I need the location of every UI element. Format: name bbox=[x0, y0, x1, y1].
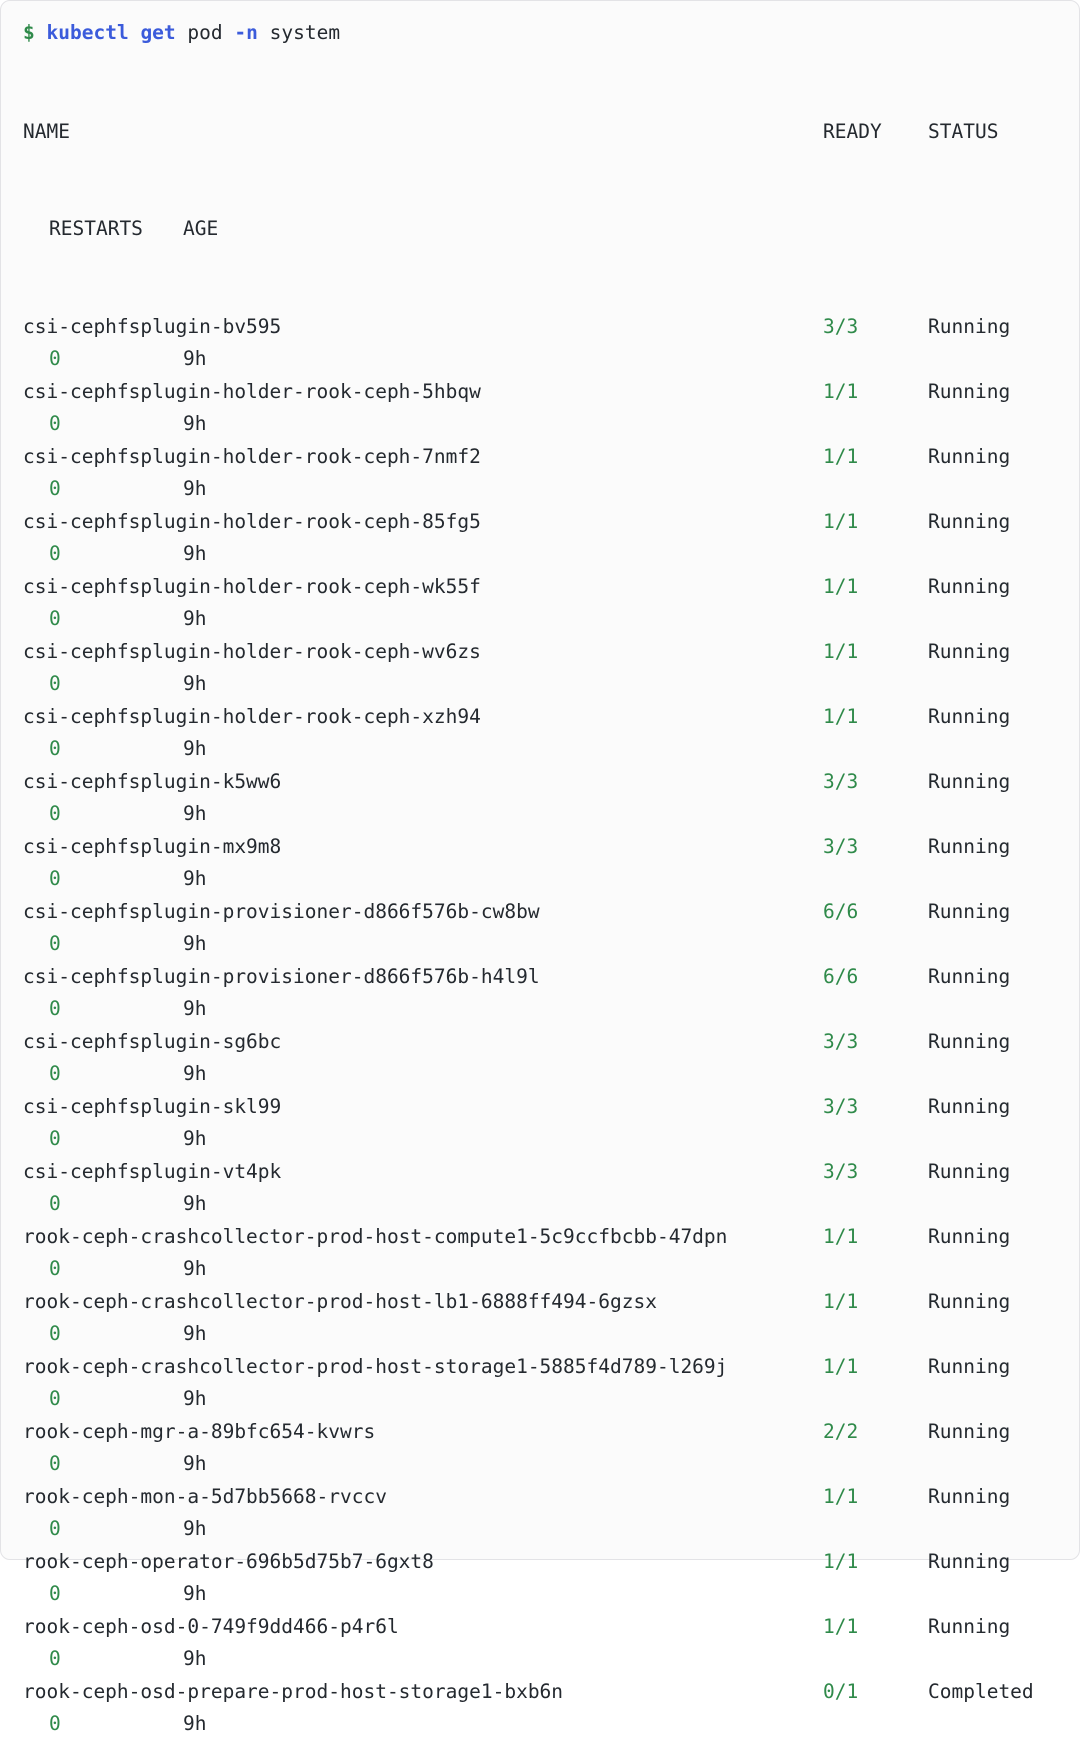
pod-age: 9h bbox=[183, 1517, 207, 1540]
table-row bbox=[23, 1221, 1057, 1286]
pod-ready: 2/2 bbox=[823, 1419, 859, 1443]
pod-ready: 1/1 bbox=[823, 704, 859, 728]
pod-name: csi-cephfsplugin-holder-rook-ceph-85fg5 bbox=[23, 509, 481, 533]
pod-status: Running bbox=[928, 639, 1011, 663]
command-verb: get bbox=[140, 21, 176, 44]
pod-name: rook-ceph-osd-prepare-prod-host-storage1-bxb6n bbox=[23, 1679, 564, 1703]
table-row bbox=[23, 701, 1057, 766]
pod-status: Running bbox=[928, 1224, 1011, 1248]
pod-ready: 3/3 bbox=[823, 834, 859, 858]
header-restarts: RESTARTS bbox=[49, 217, 143, 240]
pod-status: Running bbox=[928, 1289, 1011, 1313]
pod-ready: 1/1 bbox=[823, 379, 859, 403]
table-row bbox=[23, 1546, 1057, 1611]
pod-age: 9h bbox=[183, 1257, 207, 1280]
header-status: STATUS bbox=[928, 119, 999, 143]
pod-status: Running bbox=[928, 574, 1011, 598]
table-row bbox=[23, 1091, 1057, 1156]
pod-age: 9h bbox=[183, 1452, 207, 1475]
header-name: NAME bbox=[23, 119, 70, 143]
pod-restarts: 0 bbox=[49, 1387, 61, 1410]
pod-restarts: 0 bbox=[49, 737, 61, 760]
table-row bbox=[23, 376, 1057, 441]
header-age: AGE bbox=[183, 217, 219, 240]
pod-name: csi-cephfsplugin-sg6bc bbox=[23, 1029, 282, 1053]
pod-status: Running bbox=[928, 964, 1011, 988]
pod-ready: 1/1 bbox=[823, 1224, 859, 1248]
table-row bbox=[23, 571, 1057, 636]
table-row bbox=[23, 766, 1057, 831]
command-resource: pod bbox=[187, 21, 223, 44]
pod-age: 9h bbox=[183, 1582, 207, 1605]
pod-status: Running bbox=[928, 444, 1011, 468]
pod-ready: 1/1 bbox=[823, 1549, 859, 1573]
pod-restarts: 0 bbox=[49, 607, 61, 630]
pod-name: rook-ceph-crashcollector-prod-host-compute1-5c9ccfbcbb-47dpn bbox=[23, 1224, 728, 1248]
pod-list bbox=[23, 311, 1057, 1741]
pod-status: Running bbox=[928, 509, 1011, 533]
pod-name: csi-cephfsplugin-holder-rook-ceph-5hbqw bbox=[23, 379, 481, 403]
pod-restarts: 0 bbox=[49, 1257, 61, 1280]
command-line bbox=[23, 17, 1057, 50]
pod-name: rook-ceph-operator-696b5d75b7-6gxt8 bbox=[23, 1549, 434, 1573]
pod-restarts: 0 bbox=[49, 1062, 61, 1085]
table-row bbox=[23, 1676, 1057, 1741]
pod-name: csi-cephfsplugin-vt4pk bbox=[23, 1159, 282, 1183]
pod-status: Running bbox=[928, 1549, 1011, 1573]
pod-ready: 3/3 bbox=[823, 1094, 859, 1118]
pod-restarts: 0 bbox=[49, 1127, 61, 1150]
pod-ready: 1/1 bbox=[823, 444, 859, 468]
pod-status: Running bbox=[928, 1419, 1011, 1443]
pod-ready: 3/3 bbox=[823, 314, 859, 338]
table-row bbox=[23, 441, 1057, 506]
pod-age: 9h bbox=[183, 607, 207, 630]
pod-status: Running bbox=[928, 1614, 1011, 1638]
pod-status: Running bbox=[928, 1029, 1011, 1053]
pod-age: 9h bbox=[183, 1387, 207, 1410]
prompt-symbol: $ bbox=[23, 21, 35, 44]
pod-age: 9h bbox=[183, 477, 207, 500]
pod-status: Running bbox=[928, 769, 1011, 793]
pod-age: 9h bbox=[183, 737, 207, 760]
pod-status: Running bbox=[928, 1354, 1011, 1378]
pod-name: rook-ceph-crashcollector-prod-host-lb1-6888ff494-6gzsx bbox=[23, 1289, 657, 1313]
pod-age: 9h bbox=[183, 1062, 207, 1085]
pod-restarts: 0 bbox=[49, 1322, 61, 1345]
pod-age: 9h bbox=[183, 672, 207, 695]
command-namespace: system bbox=[269, 21, 341, 44]
pod-ready: 1/1 bbox=[823, 574, 859, 598]
pod-name: csi-cephfsplugin-mx9m8 bbox=[23, 834, 282, 858]
pod-status: Running bbox=[928, 314, 1011, 338]
pod-age: 9h bbox=[183, 867, 207, 890]
pod-status: Running bbox=[928, 379, 1011, 403]
table-row bbox=[23, 1156, 1057, 1221]
table-row bbox=[23, 311, 1057, 376]
pod-ready: 3/3 bbox=[823, 1159, 859, 1183]
pod-ready: 3/3 bbox=[823, 1029, 859, 1053]
pod-restarts: 0 bbox=[49, 1647, 61, 1670]
pod-status: Running bbox=[928, 899, 1011, 923]
pod-age: 9h bbox=[183, 347, 207, 370]
pod-ready: 1/1 bbox=[823, 1354, 859, 1378]
pod-name: csi-cephfsplugin-skl99 bbox=[23, 1094, 282, 1118]
pod-name: rook-ceph-crashcollector-prod-host-storage1-5885f4d789-l269j bbox=[23, 1354, 728, 1378]
command-flag: -n bbox=[234, 21, 258, 44]
pod-ready: 6/6 bbox=[823, 899, 859, 923]
pod-name: csi-cephfsplugin-provisioner-d866f576b-h4l9l bbox=[23, 964, 540, 988]
pod-restarts: 0 bbox=[49, 477, 61, 500]
pod-ready: 1/1 bbox=[823, 1614, 859, 1638]
table-row bbox=[23, 506, 1057, 571]
pod-age: 9h bbox=[183, 1322, 207, 1345]
command-binary: kubectl bbox=[46, 21, 129, 44]
table-row bbox=[23, 1286, 1057, 1351]
pod-ready: 6/6 bbox=[823, 964, 859, 988]
pod-status: Running bbox=[928, 1159, 1011, 1183]
pod-status: Running bbox=[928, 1484, 1011, 1508]
pod-status: Running bbox=[928, 704, 1011, 728]
pod-status: Completed bbox=[928, 1679, 1034, 1703]
pod-name: csi-cephfsplugin-bv595 bbox=[23, 314, 282, 338]
pod-age: 9h bbox=[183, 1192, 207, 1215]
table-row bbox=[23, 1351, 1057, 1416]
pod-status: Running bbox=[928, 834, 1011, 858]
pod-restarts: 0 bbox=[49, 997, 61, 1020]
pod-age: 9h bbox=[183, 932, 207, 955]
table-row bbox=[23, 1026, 1057, 1091]
pod-restarts: 0 bbox=[49, 1517, 61, 1540]
pod-restarts: 0 bbox=[49, 1582, 61, 1605]
pod-age: 9h bbox=[183, 542, 207, 565]
pod-age: 9h bbox=[183, 412, 207, 435]
table-row bbox=[23, 896, 1057, 961]
pod-name: csi-cephfsplugin-holder-rook-ceph-7nmf2 bbox=[23, 444, 481, 468]
pod-ready: 1/1 bbox=[823, 1484, 859, 1508]
table-header bbox=[23, 51, 1057, 311]
table-row bbox=[23, 961, 1057, 1026]
pod-restarts: 0 bbox=[49, 1712, 61, 1735]
table-row bbox=[23, 831, 1057, 896]
pod-name: rook-ceph-osd-0-749f9dd466-p4r6l bbox=[23, 1614, 399, 1638]
pod-restarts: 0 bbox=[49, 412, 61, 435]
pod-ready: 1/1 bbox=[823, 639, 859, 663]
pod-ready: 1/1 bbox=[823, 1289, 859, 1313]
pod-status: Running bbox=[928, 1094, 1011, 1118]
pod-name: csi-cephfsplugin-provisioner-d866f576b-cw8bw bbox=[23, 899, 540, 923]
pod-ready: 3/3 bbox=[823, 769, 859, 793]
pod-restarts: 0 bbox=[49, 1192, 61, 1215]
pod-restarts: 0 bbox=[49, 867, 61, 890]
pod-age: 9h bbox=[183, 997, 207, 1020]
pod-ready: 1/1 bbox=[823, 509, 859, 533]
pod-name: csi-cephfsplugin-holder-rook-ceph-wv6zs bbox=[23, 639, 481, 663]
pod-name: rook-ceph-mgr-a-89bfc654-kvwrs bbox=[23, 1419, 376, 1443]
pod-restarts: 0 bbox=[49, 347, 61, 370]
pod-age: 9h bbox=[183, 1647, 207, 1670]
pod-restarts: 0 bbox=[49, 542, 61, 565]
pod-name: csi-cephfsplugin-holder-rook-ceph-xzh94 bbox=[23, 704, 481, 728]
header-ready: READY bbox=[823, 119, 882, 143]
table-row bbox=[23, 636, 1057, 701]
pod-name: csi-cephfsplugin-holder-rook-ceph-wk55f bbox=[23, 574, 481, 598]
pod-restarts: 0 bbox=[49, 1452, 61, 1475]
pod-age: 9h bbox=[183, 1712, 207, 1735]
pod-name: csi-cephfsplugin-k5ww6 bbox=[23, 769, 282, 793]
pod-age: 9h bbox=[183, 1127, 207, 1150]
table-row bbox=[23, 1611, 1057, 1676]
pod-restarts: 0 bbox=[49, 932, 61, 955]
pod-name: rook-ceph-mon-a-5d7bb5668-rvccv bbox=[23, 1484, 387, 1508]
table-row bbox=[23, 1481, 1057, 1546]
pod-age: 9h bbox=[183, 802, 207, 825]
pod-ready: 0/1 bbox=[823, 1679, 859, 1703]
pod-restarts: 0 bbox=[49, 672, 61, 695]
table-row bbox=[23, 1416, 1057, 1481]
pod-restarts: 0 bbox=[49, 802, 61, 825]
